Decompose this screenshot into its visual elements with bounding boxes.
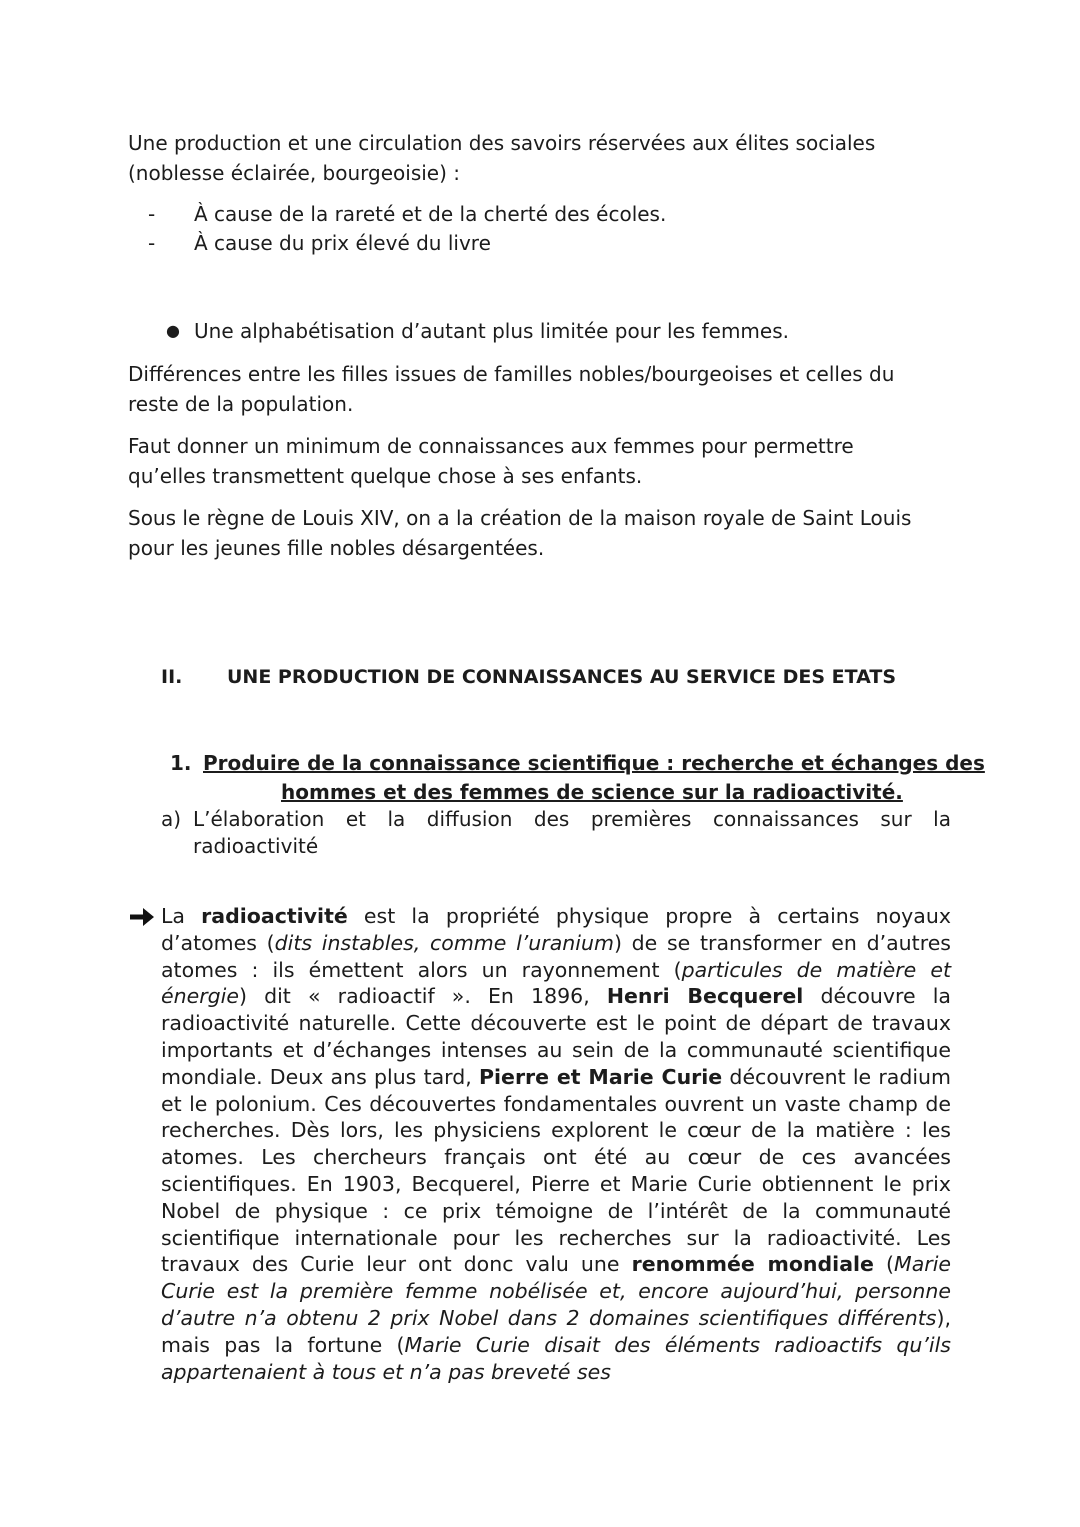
body-text: découvrent le radium et le polonium. Ces découvertes fondamentales ouvrent un vaste champ de recherches. Dès lors, les physiciens explorent le cœur de la matière : les atomes. Les chercheurs français ont été au cœur de ces avancées scientifiques. En 1903, Becquerel, Pierre et Marie Curie obtiennent le prix Nobel de physique : ce prix témoigne de l’intérêt de la communauté scientifique internationale pour les recherches sur la radioactivité. Les travaux des Curie leur ont donc valu une (161, 1064, 951, 1277)
body-text: est la propriété physique propre à certains noyaux d’atomes ( (161, 904, 951, 955)
dash-item-text: À cause de la rareté et de la cherté des écoles. (194, 202, 667, 226)
arrow-right-icon (128, 905, 156, 929)
subsection-number: 1. (170, 751, 192, 775)
sub-subsection-line-1: L’élaboration et la diffusion des premières connaissances sur la (193, 807, 951, 831)
section-title: UNE PRODUCTION DE CONNAISSANCES AU SERVICE DES ETATS (227, 666, 897, 688)
body-bold: Pierre et Marie Curie (478, 1064, 723, 1089)
section-number: II. (161, 666, 183, 688)
paragraph-line: Faut donner un minimum de connaissances aux femmes pour permettre (128, 434, 854, 458)
dash-marker: - (148, 231, 156, 255)
radioactivity-paragraph (161, 903, 951, 1385)
bullet-dot-icon: ● (166, 321, 180, 340)
body-bold: renommée mondiale (631, 1252, 874, 1277)
body-text: découvre la radioactivité naturelle. Cette découverte est le point de départ de travaux importants et d’échanges intenses au sein de la communauté scientifique mondiale. Deux ans plus tard, (161, 984, 951, 1089)
body-italic: Marie Curie disait des éléments radioactifs qu’ils appartenaient à tous et n’a pas breveté ses (161, 1332, 951, 1384)
intro-paragraph (128, 128, 958, 188)
subsection-title-line-1: Produire de la connaissance scientifique : recherche et échanges des (203, 751, 985, 775)
paragraph-line: qu’elles transmettent quelque chose à ses enfants. (128, 464, 643, 488)
intro-line-1: Une production et une circulation des savoirs réservées aux élites sociales (128, 131, 876, 155)
paragraph-differences (128, 359, 978, 419)
body-text: ( (873, 1252, 895, 1277)
body-italic: dits instables, comme l’uranium (274, 930, 614, 955)
paragraph-line: Sous le règne de Louis XIV, on a la création de la maison royale de Saint Louis (128, 506, 912, 530)
body-bold: Henri Becquerel (606, 984, 804, 1009)
dash-marker: - (148, 202, 156, 226)
sub-subsection-marker: a) (161, 807, 182, 831)
body-bold: radioactivité (201, 904, 348, 928)
body-italic: Marie Curie est la première femme nobélisée et, encore aujourd’hui, personne d’autre n’a obtenu 2 prix Nobel dans 2 domaines scientifiques différents (161, 1252, 952, 1330)
intro-line-2: (noblesse éclairée, bourgeoisie) : (128, 161, 461, 185)
paragraph-line: pour les jeunes fille nobles désargentées. (128, 536, 545, 560)
paragraph-line: Différences entre les filles issues de familles nobles/bourgeoises et celles du (128, 362, 895, 386)
body-italic: particules de matière et énergie (161, 957, 951, 1009)
paragraph-minimum (128, 431, 978, 491)
body-text: ) de se transformer en d’autres atomes : ils émettent alors un rayonnement ( (161, 930, 951, 982)
bullet-item-text: Une alphabétisation d’autant plus limitée pour les femmes. (194, 319, 789, 343)
body-text: La (161, 904, 202, 928)
paragraph-louis-xiv (128, 503, 978, 563)
dash-item-text: À cause du prix élevé du livre (194, 231, 491, 255)
subsection-title-line-2: hommes et des femmes de science sur la radioactivité. (281, 780, 903, 804)
sub-subsection-line-2: radioactivité (193, 834, 319, 858)
body-text: ) dit « radioactif ». En 1896, (238, 984, 607, 1009)
paragraph-line: reste de la population. (128, 392, 354, 416)
body-text: ), mais pas la fortune ( (161, 1305, 951, 1357)
